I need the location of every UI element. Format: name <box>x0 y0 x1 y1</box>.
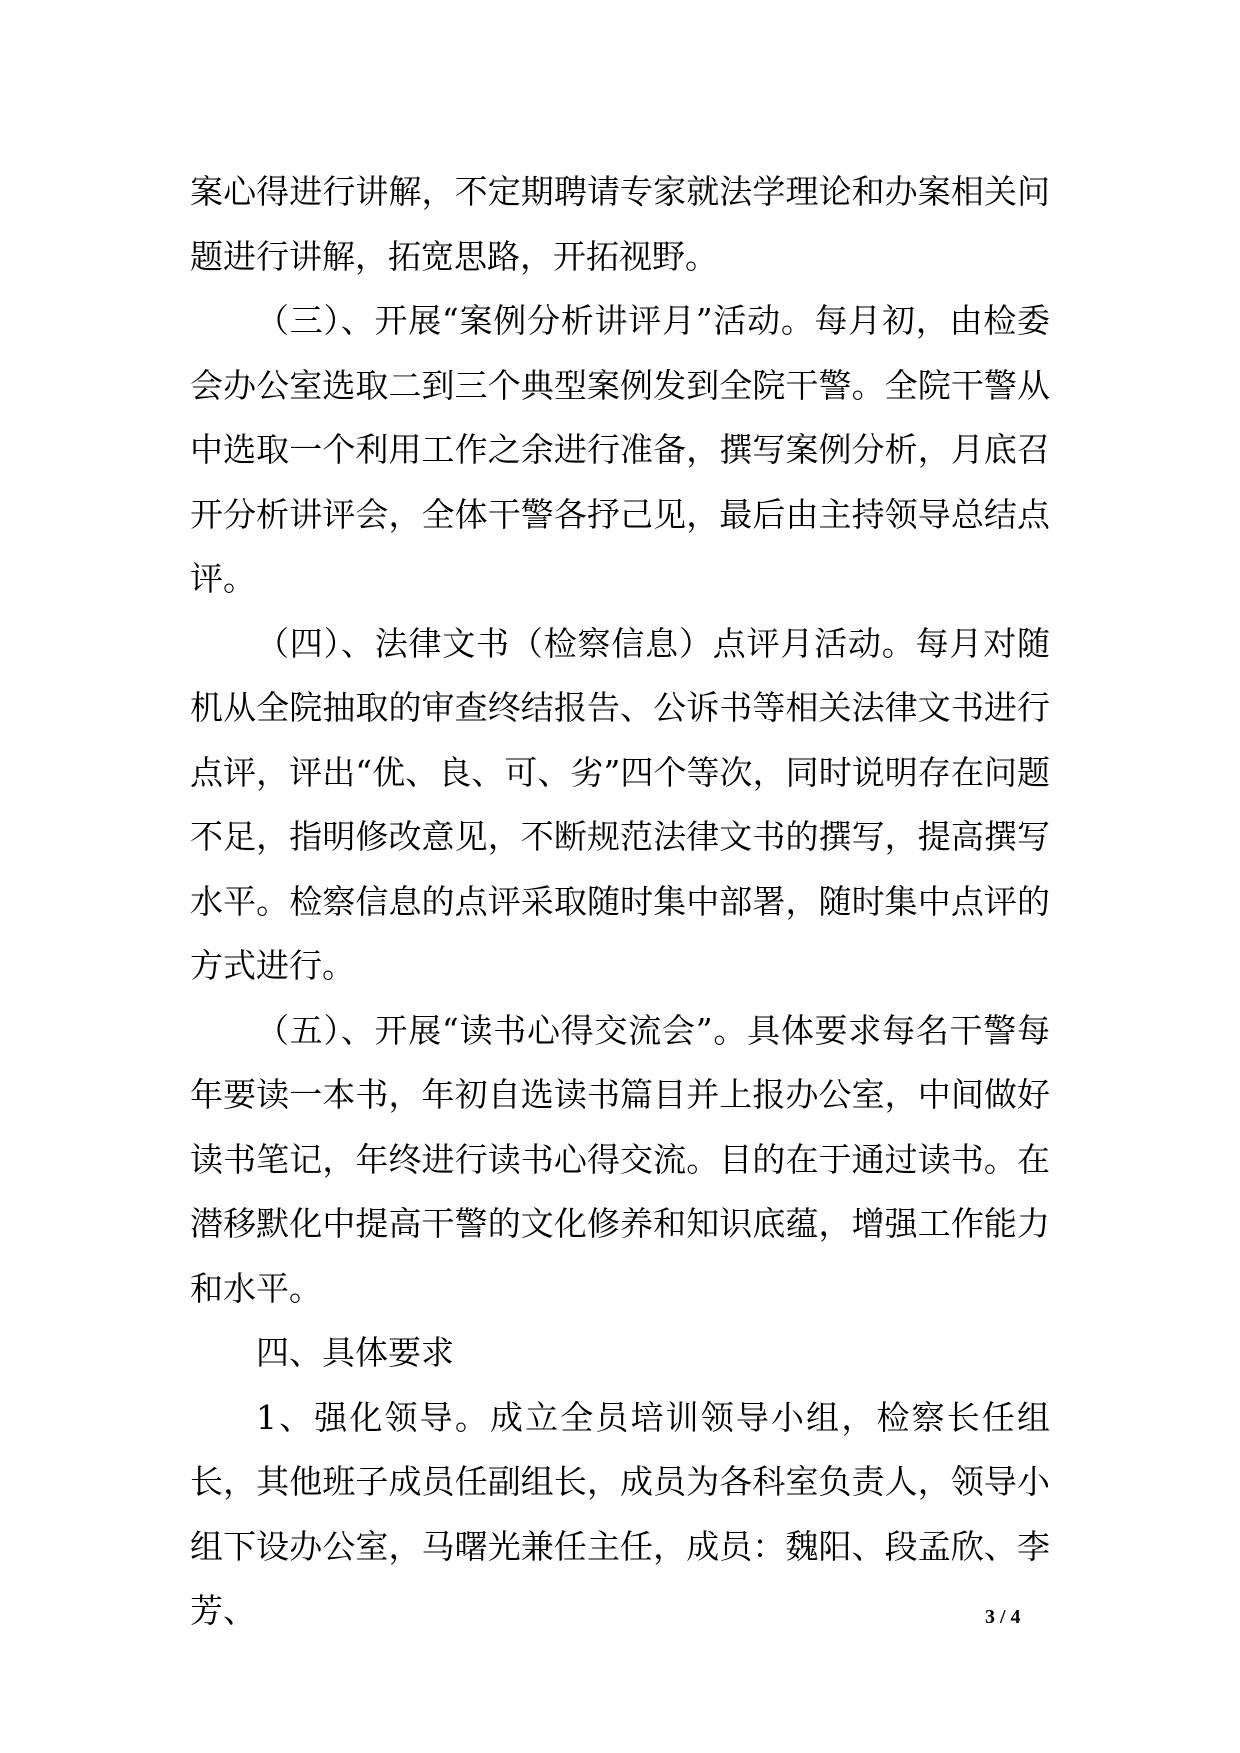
document-body <box>190 160 1050 1644</box>
paragraph-reading-exchange: （五）、开展“读书心得交流会”。具体要求每名干警每年要读一本书，年初自选读书篇目并上报办公室，中间做好读书笔记，年终进行读书心得交流。目的在于通过读书。在潜移默化中提高干警的文化修养和知识底蕴，增强工作能力和水平。 <box>190 1010 1050 1308</box>
paragraph-case-analysis: （三）、开展“案例分析讲评月”活动。每月初，由检委会办公室选取二到三个典型案例发到全院干警。全院干警从中选取一个利用工作之余进行准备，撰写案例分析，月底召开分析讲评会，全体干警各抒己见，最后由主持领导总结点评。 <box>190 301 1050 598</box>
section-heading-requirements: 四、具体要求 <box>256 1333 454 1372</box>
paragraph-leadership: 1、强化领导。成立全员培训领导小组，检察长任组长，其他班子成员任副组长，成员为各科室负责人，领导小组下设办公室，马曙光兼任主任，成员：魏阳、段孟欣、李芳、 <box>190 1397 1050 1630</box>
paragraph-continuation: 案心得进行讲解，不定期聘请专家就法学理论和办案相关问题进行讲解，拓宽思路，开拓视野。 <box>190 172 1050 276</box>
paragraph-legal-documents: （四）、法律文书（检察信息）点评月活动。每月对随机从全院抽取的审查终结报告、公诉书等相关法律文书进行点评，评出“优、良、可、劣”四个等次，同时说明存在问题不足，指明修改意见，不断规范法律文书的撰写，提高撰写水平。检察信息的点评采取随时集中部署，随时集中点评的方式进行。 <box>190 623 1050 985</box>
page-number: 3 / 4 <box>985 1606 1021 1628</box>
